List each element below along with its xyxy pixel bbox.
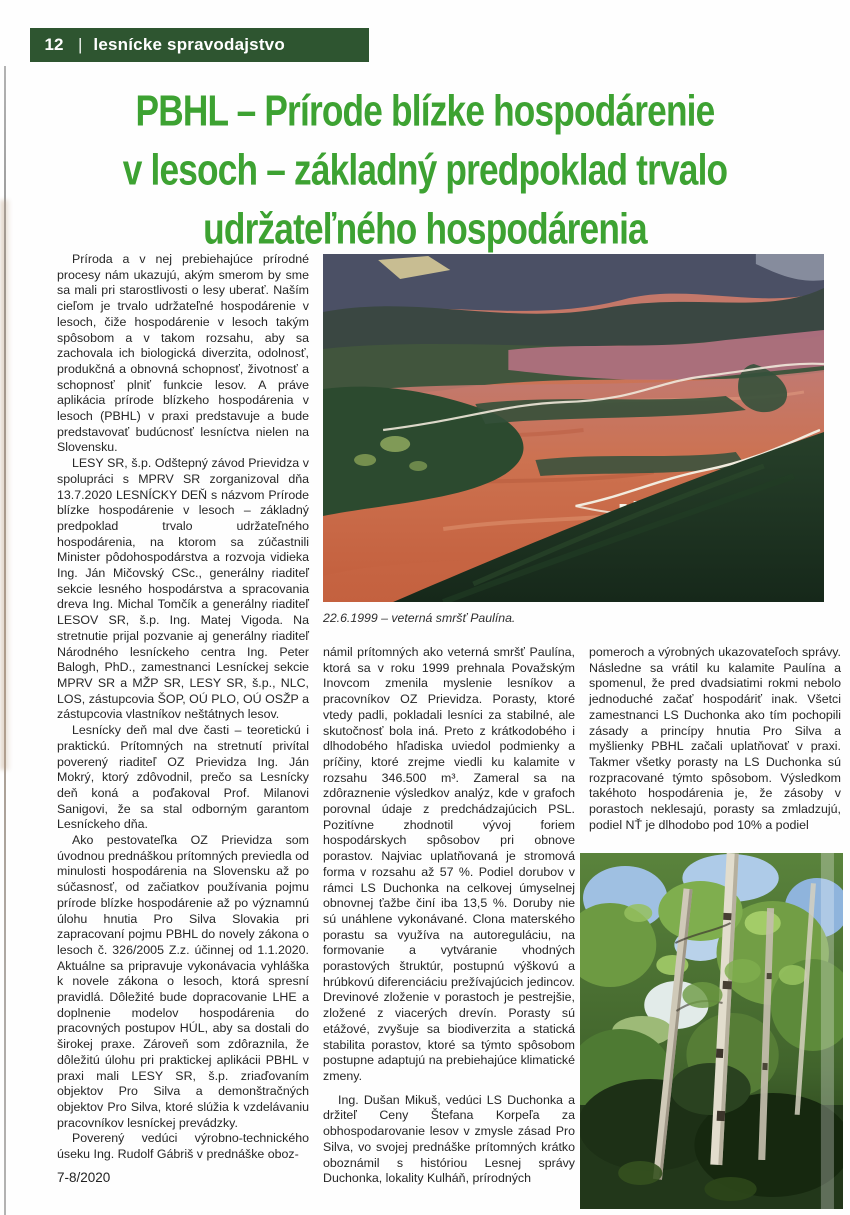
article-title-line-3: udržateľného hospodárenia	[203, 204, 647, 254]
aerial-windthrow-illustration	[323, 254, 824, 602]
issue-number: 7-8/2020	[57, 1170, 111, 1185]
section-title: lesnícke spravodajstvo	[93, 35, 285, 54]
page-number: 12	[44, 35, 64, 54]
article-title	[33, 82, 817, 259]
photo-caption: 22.6.1999 – veterná smršť Paulína.	[323, 611, 516, 625]
paragraph: LESY SR, š.p. Odštepný závod Prievidza v spolupráci s MPRV SR zorganizoval dňa 13.7.2020 LESNÍCKY DEŇ s názvom Prírode blízke hospodárenie v lesoch – základný predpoklad trvalo udržateľného hospodárenia, na ktorom sa zúčastnili Minister pôdohospodárstva a rozvoja vidieka Ing. Ján Mičovský CSc., generálny riaditeľ sekcie lesného hospodárstva a spracovania dreva Ing. Michal Tomčík a generálny riaditeľ LESOV SR, š.p. Ing. Matej Vigoda. Na stretnutie prijal pozvanie aj generálny riaditeľ Národného lesníckeho centra Ing. Peter Balogh, PhD., zamestnanci Lesníckej sekcie MPRV SR a MŽP SR, LESY SR, š.p., NLC, LOS, zástupcovia ŠOP, OÚ PLO, OÚ OSŽP a zástupcovia vlastníkov neštátnych lesov.	[57, 456, 309, 722]
paragraph: Ako pestovateľka OZ Prievidza som úvodnou prednáškou prítomných previedla od minulosti hospodárenia na Slovensku až po súčasnosť, od začiatkov používania pojmu prírode blízke hospodárenie až po významnú úlohu hnutia Pro Silva Slovakia pri zapracovaní pojmu PBHL do novely zákona o lesoch č. 326/2005 Z.z. účinnej od 1.1.2020. Aktuálne sa pripravuje vykonávacia vyhláška k novele zákona o lesoch, ktorá spresní pravidlá. Dôležité bude dopracovanie LHE a doplnenie modelov hospodárenia do pracovných postupov HÚL, aby sa dostali do širokej praxe. Zároveň som zdôraznila, že dôležitú úlohu pri praktickej aplikácii PBHL v praxi mali LESY SR, š.p. zriaďovaním objektov Pro Silva a demonštračných objektov Pro Silva, ktoré slúžia k vzdelávaniu pracovníkov lesníckej prevádzky.	[57, 833, 309, 1130]
paragraph: Príroda a v nej prebiehajúce prírodné procesy nám ukazujú, akým smerom by sme sa mali pri starostlivosti o lesy uberať. Naším cieľom je trvalo udržateľné hospodárenie v lesoch, čiže hospodárenie v lesoch takým spôsobom a v takom rozsahu, aby sa zachovala ich biologická diverzita, odolnosť, produkčná a obnovná schopnosť, životnosť a schopnosť plniť funkcie lesov. A práve aplikácia prírode blízkeho hospodárenia v lesoch (PBHL) v praxi predstavuje a bude predstavovať budúcnosť lesníctva nielen na Slovensku.	[57, 252, 309, 455]
photo-aerial-windthrow	[323, 254, 824, 602]
paragraph: námil prítomných ako veterná smršť Paulína, ktorá sa v roku 1999 prehnala Považským Inovcom zmenila myslenie lesníkov a pracovníkov OZ Prievidza. Porasty, ktoré vtedy padli, pokladali lesníci za stabilné, ale skutočnosť bola iná. Preto z krátkodobého i dlhodobého hľadiska uviedol podmienky a príčiny, ktoré zrejme viedli ku kalamite v rozsahu 346.500 m³. Zameral sa na zdôraznenie výsledkov analýz, kde v grafoch porovnal údaje z predchádzajúcich PSL. Pozitívne zhodnotil vývoj foriem hospodárskych spôsobov pri obnove porastov. Najviac uplatňovaná je stromová forma v rozsahu až 57 %. Podiel dorubov v rámci LS Duchonka na celkovej úmyselnej obnovnej ťažbe činí iba 13,5 %. Doruby nie sú unáhlene vykonávané. Clona materského porastu sa využíva na autoreguláciu, na formovanie a vytváranie vhodných porastových štruktúr, postupnú výškovú a hrúbkovú diferenciáciu prežívajúcich jedincov. Drevinové zloženie v porastoch je pestrejšie, zložené z viacerých drevín. Porasty sú etážové, zvyšuje sa biodiverzita a statická stabilita porastov, ktoré sa týmto spôsobom postupne adaptujú na prebiehajúce klimatické zmeny.	[323, 645, 575, 1083]
paragraph: Poverený vedúci výrobno-technického úseku Ing. Rudolf Gábriš v prednáške oboz-	[57, 1131, 309, 1162]
text-column-2	[323, 645, 575, 1187]
text-column-1	[57, 252, 309, 1163]
article-title-line-2: v lesoch – základný predpoklad trvalo	[122, 145, 728, 195]
paragraph: pomeroch a výrobných ukazovateľoch správy. Následne sa vrátil ku kalamite Paulína a spomenul, že pred dvadsiatimi rokmi nebolo jednoduché začať hospodáriť inak. Všetci zamestnanci LS Duchonka ako tím pochopili zásady a princípy hnutia Pro Silva a myšlienky PBHL začali uplatňovať v praxi. Takmer všetky porasty na LS Duchonka sú rozpracované týmto spôsobom. Výsledkom takéhoto hospodárenia je, že zásoby v porastoch neklesajú, porasty sa zmladzujú, podiel NŤ je dlhodobo pod 10% a podiel	[589, 645, 841, 832]
text-column-3	[589, 645, 841, 833]
paragraph: Ing. Dušan Mikuš, vedúci LS Duchonka a držiteľ Ceny Štefana Korpeľa za obhospodarovanie lesov v zmysle zásad Pro Silva, vo svojej prednáške prítomných krátko oboznámil s históriou Lesnej správy Duchonka, lokality Kulháň, prírodných	[323, 1092, 575, 1186]
paragraph: Lesnícky deň mal dve časti – teoretickú i praktickú. Prítomných na stretnutí privítal poverený riaditeľ OZ Prievidza Ing. Ján Mokrý, ktorý zdôvodnil, prečo sa Lesnícky deň koná a poďakoval Prof. Milanovi Sanigovi, že sa stal odborným garantom Lesníckeho dňa.	[57, 723, 309, 832]
section-header-bar	[30, 28, 369, 62]
forest-birches-illustration	[580, 853, 843, 1209]
photo-forest-birches	[580, 853, 843, 1209]
article-title-line-1: PBHL – Prírode blízke hospodárenie	[135, 86, 715, 136]
scan-edge-smudge	[1, 200, 11, 770]
header-separator: |	[78, 35, 83, 54]
